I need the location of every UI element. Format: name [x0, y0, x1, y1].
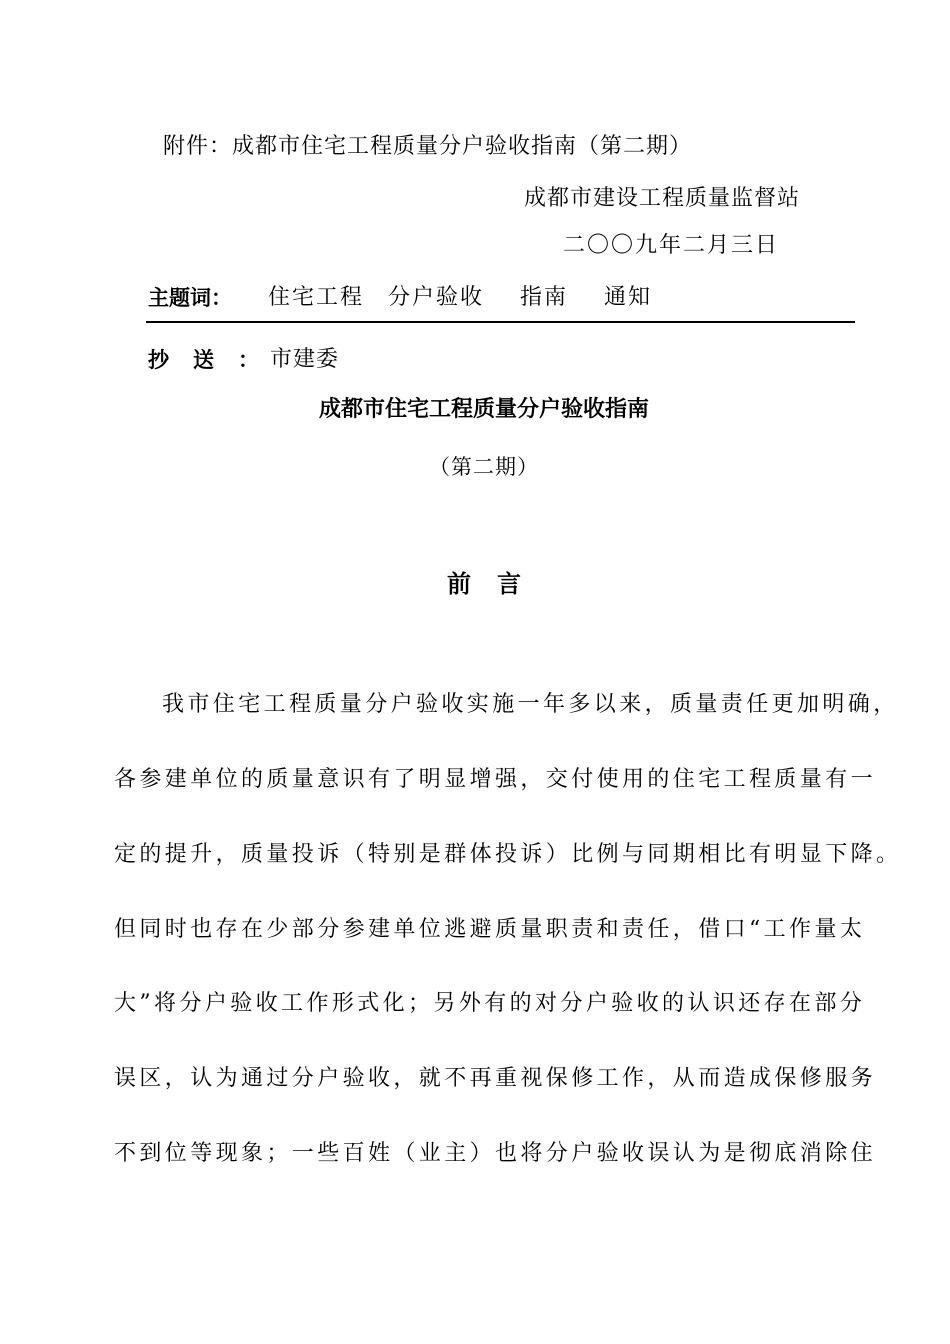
- keyword-item: 住宅工程: [268, 285, 365, 310]
- body-text-line: 定的提升，质量投诉（特别是群体投诉）比例与同期相比有明显下降。: [114, 842, 902, 867]
- body-text-line: 大”将分户验收工作形式化；另外有的对分户验收的认识还存在部分: [114, 991, 866, 1016]
- issue-date: 二〇〇九年二月三日: [563, 233, 780, 258]
- section-title: 前言: [447, 570, 547, 598]
- keyword-item: 分户验收: [388, 285, 485, 310]
- keyword-item: 通知: [604, 285, 653, 310]
- body-text-line: 误区，认为通过分户验收，就不再重视保修工作，从而造成保修服务: [114, 1066, 877, 1091]
- body-text-line: 我市住宅工程质量分户验收实施一年多以来，质量责任更加明确，: [162, 692, 899, 717]
- issuer-name: 成都市建设工程质量监督站: [524, 186, 801, 211]
- document-issue: （第二期）: [429, 455, 539, 479]
- divider-rule: [146, 321, 855, 323]
- keywords-label: 主题词：: [148, 286, 232, 310]
- cc-label: 抄送：: [148, 348, 283, 372]
- cc-value: 市建委: [270, 347, 340, 372]
- keyword-item: 指南: [520, 285, 569, 310]
- attachment-line: 附件：成都市住宅工程质量分户验收指南（第二期）: [163, 134, 693, 159]
- body-text-line: 不到位等现象；一些百姓（业主）也将分户验收误认为是彻底消除住: [114, 1141, 877, 1166]
- body-text-line: 但同时也存在少部分参建单位逃避质量职责和责任，借口“工作量太: [114, 917, 866, 942]
- body-text-line: 各参建单位的质量意识有了明显增强，交付使用的住宅工程质量有一: [114, 767, 877, 792]
- document-title: 成都市住宅工程质量分户验收指南: [318, 397, 649, 422]
